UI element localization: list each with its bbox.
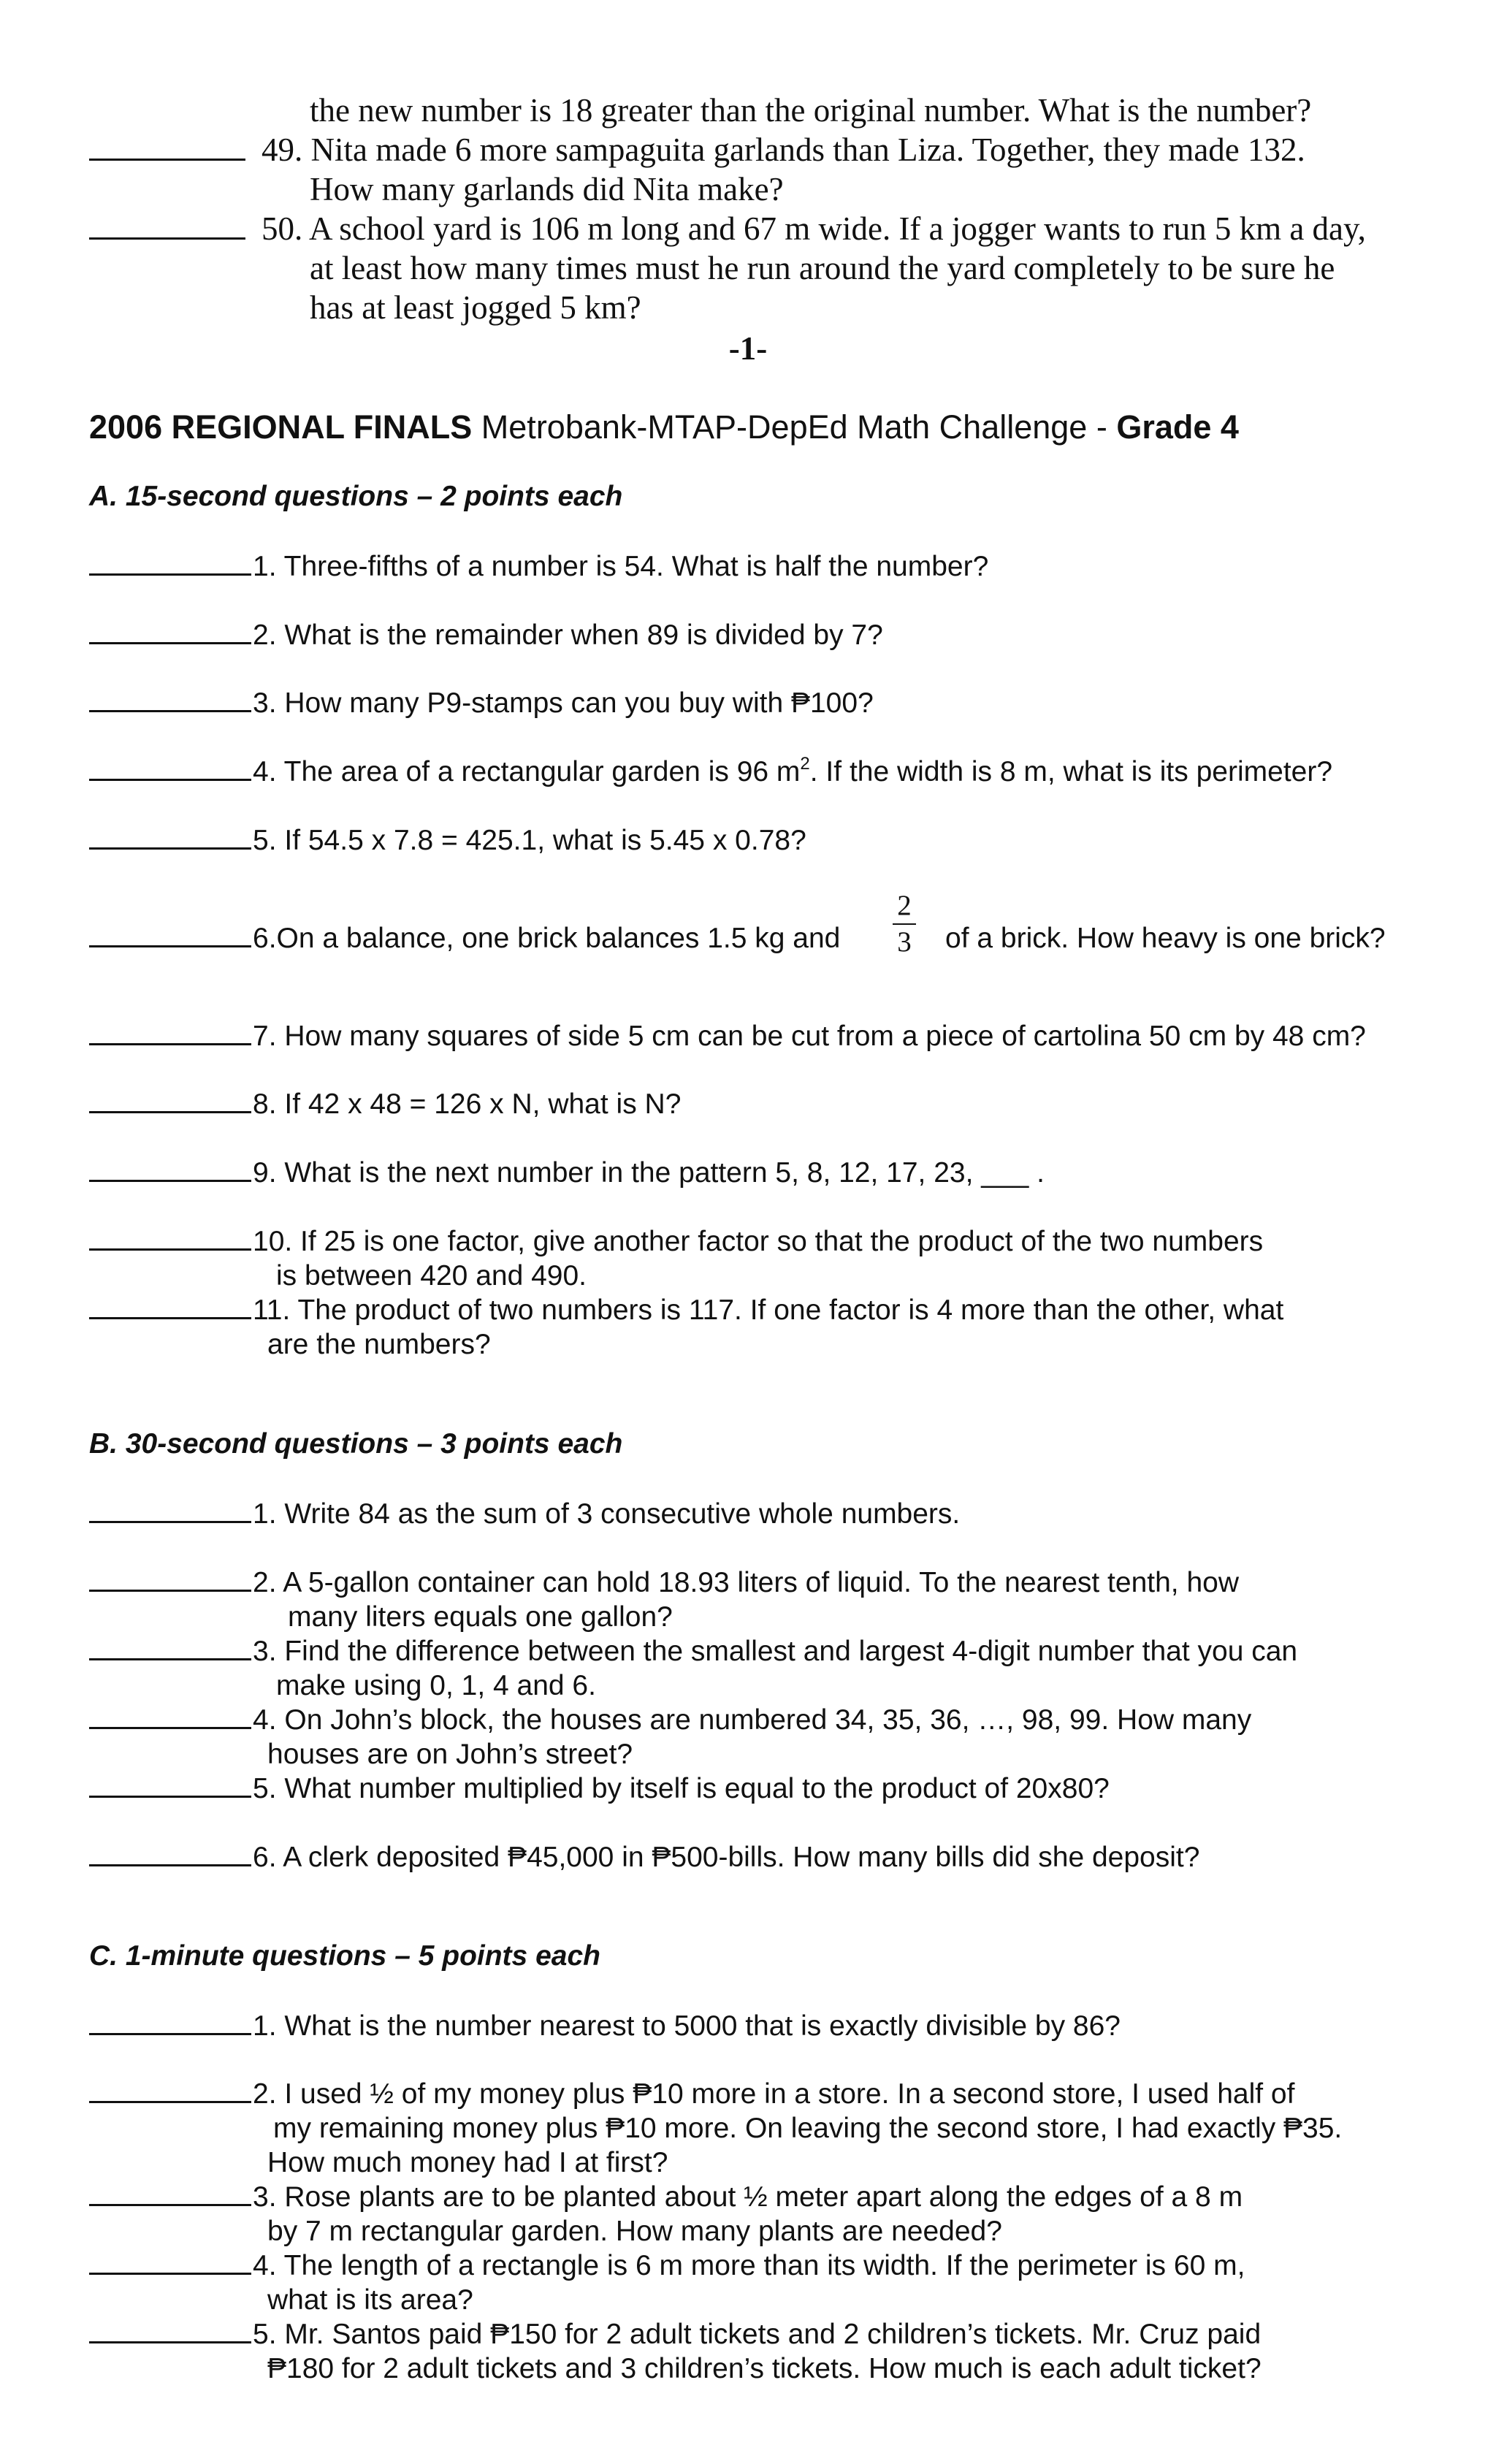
- answer-blank[interactable]: [89, 945, 251, 947]
- answer-blank[interactable]: [89, 1864, 251, 1866]
- a-q3-row: [89, 686, 1452, 720]
- b-q6-text: 6. A clerk deposited ₱45,000 in ₱500-bills. How many bills did she deposit?: [253, 1842, 1200, 1873]
- b-q2-continuation: many liters equals one gallon?: [288, 1601, 673, 1633]
- b-q4-text: 4. On John’s block, the houses are numbered 34, 35, 36, …, 98, 99. How many: [253, 1704, 1252, 1736]
- a-q11-text: 11. The product of two numbers is 117. If one factor is 4 more than the other, what: [253, 1294, 1284, 1326]
- answer-blank[interactable]: [89, 709, 251, 712]
- a-q11-continuation: are the numbers?: [267, 1329, 491, 1360]
- a-q11-row: [89, 1293, 1452, 1327]
- c-q4-continuation: what is its area?: [267, 2284, 473, 2316]
- c-q3-text: 3. Rose plants are to be planted about ½ meter apart along the edges of a 8 m: [253, 2181, 1243, 2213]
- a-q8-row: [89, 1087, 1452, 1121]
- q49-text: 49. Nita made 6 more sampaguita garlands than Liza. Together, they made 132.: [262, 131, 1305, 168]
- q48-continuation: the new number is 18 greater than the original number. What is the number?: [310, 92, 1312, 129]
- section-b-heading: B. 30-second questions – 3 points each: [89, 1428, 623, 1460]
- c-q2-continuation-2: How much money had I at first?: [267, 2147, 668, 2178]
- a-q7-text: 7. How many squares of side 5 cm can be cut from a piece of cartolina 50 cm by 48 cm?: [253, 1021, 1366, 1052]
- b-q2-row: [89, 1565, 1452, 1600]
- b-q3-row: [89, 1634, 1452, 1668]
- title-middle: Metrobank-MTAP-DepEd Math Challenge -: [472, 408, 1117, 446]
- c-q5-row: [89, 2317, 1452, 2352]
- title-grade: Grade 4: [1116, 408, 1239, 446]
- b-q1-text: 1. Write 84 as the sum of 3 consecutive whole numbers.: [253, 1498, 961, 1530]
- a-q4-text-a: 4. The area of a rectangular garden is 96 m: [253, 756, 801, 787]
- a-q10-text: 10. If 25 is one factor, give another factor so that the product of the two numbers: [253, 1226, 1264, 1257]
- a-q1-text: 1. Three-fifths of a number is 54. What is half the number?: [253, 551, 989, 582]
- answer-blank[interactable]: [89, 1042, 251, 1045]
- a-q7-row: [89, 1019, 1452, 1053]
- c-q5-text: 5. Mr. Santos paid ₱150 for 2 adult tickets and 2 children’s tickets. Mr. Cruz paid: [253, 2319, 1262, 2350]
- answer-blank[interactable]: [89, 237, 245, 240]
- fraction-denominator: 3: [897, 926, 912, 958]
- a-q9-text: 9. What is the next number in the pattern 5, 8, 12, 17, 23, ___ .: [253, 1157, 1045, 1189]
- b-q4-continuation: houses are on John’s street?: [267, 1739, 633, 1770]
- title-bold: 2006 REGIONAL FINALS: [89, 408, 473, 446]
- q49-continuation: How many garlands did Nita make?: [310, 171, 784, 207]
- c-q1-text: 1. What is the number nearest to 5000 that is exactly divisible by 86?: [253, 2010, 1121, 2042]
- answer-blank[interactable]: [89, 2032, 251, 2035]
- b-q4-row: [89, 1703, 1452, 1737]
- c-q2-text: 2. I used ½ of my money plus ₱10 more in a store. In a second store, I used half of: [253, 2078, 1295, 2110]
- fraction-numerator: 2: [897, 890, 912, 921]
- q50-continuation-1: at least how many times must he run around the yard completely to be sure he: [310, 250, 1335, 286]
- c-q4-row: [89, 2249, 1452, 2283]
- answer-blank[interactable]: [89, 1658, 251, 1660]
- answer-blank[interactable]: [89, 2341, 251, 2343]
- b-q6-row: [89, 1840, 1452, 1874]
- a-q2-row: [89, 618, 1452, 652]
- a-q6-text-b: of a brick. How heavy is one brick?: [945, 923, 1386, 954]
- answer-blank[interactable]: [89, 1316, 251, 1319]
- b-q2-text: 2. A 5-gallon container can hold 18.93 liters of liquid. To the nearest tenth, how: [253, 1567, 1240, 1598]
- answer-blank[interactable]: [89, 1589, 251, 1592]
- page-title: [89, 408, 1239, 447]
- answer-blank[interactable]: [89, 847, 251, 850]
- a-q3-text: 3. How many P9-stamps can you buy with ₱100?: [253, 687, 874, 719]
- b-q5-text: 5. What number multiplied by itself is equal to the product of 20x80?: [253, 1773, 1110, 1804]
- a-q4-text-b: . If the width is 8 m, what is its perimeter?: [809, 756, 1333, 787]
- a-q6-fraction: [890, 890, 919, 958]
- b-q3-continuation: make using 0, 1, 4 and 6.: [276, 1670, 596, 1701]
- section-a-heading: A. 15-second questions – 2 points each: [89, 481, 623, 512]
- answer-blank[interactable]: [89, 2100, 251, 2103]
- q50-text: 50. A school yard is 106 m long and 67 m wide. If a jogger wants to run 5 km a day,: [262, 210, 1366, 247]
- c-q4-text: 4. The length of a rectangle is 6 m more than its width. If the perimeter is 60 m,: [253, 2250, 1245, 2281]
- b-q1-row: [89, 1497, 1452, 1531]
- answer-blank[interactable]: [89, 1726, 251, 1729]
- answer-blank[interactable]: [89, 1520, 251, 1523]
- answer-blank[interactable]: [89, 1795, 251, 1798]
- answer-blank[interactable]: [89, 158, 245, 161]
- a-q2-text: 2. What is the remainder when 89 is divided by 7?: [253, 619, 883, 651]
- c-q2-row: [89, 2077, 1452, 2111]
- answer-blank[interactable]: [89, 1179, 251, 1182]
- answer-blank[interactable]: [89, 573, 251, 576]
- c-q2-continuation-1: my remaining money plus ₱10 more. On leaving the second store, I had exactly ₱35.: [273, 2113, 1343, 2144]
- a-q5-text: 5. If 54.5 x 7.8 = 425.1, what is 5.45 x 0.78?: [253, 825, 806, 856]
- b-q3-text: 3. Find the difference between the smallest and largest 4-digit number that you can: [253, 1636, 1298, 1667]
- section-c-heading: C. 1-minute questions – 5 points each: [89, 1940, 600, 1972]
- answer-blank[interactable]: [89, 2203, 251, 2206]
- c-q3-continuation: by 7 m rectangular garden. How many plants are needed?: [267, 2216, 1002, 2247]
- a-q10-continuation: is between 420 and 490.: [276, 1260, 587, 1292]
- q49-row: [89, 130, 1452, 169]
- answer-blank[interactable]: [89, 2272, 251, 2275]
- b-q5-row: [89, 1771, 1452, 1806]
- a-q9-row: [89, 1156, 1452, 1190]
- a-q5-row: [89, 823, 1452, 858]
- answer-blank[interactable]: [89, 641, 251, 644]
- q50-continuation-2: has at least jogged 5 km?: [310, 289, 641, 326]
- page-number: -1-: [728, 330, 768, 367]
- q50-row: [89, 209, 1452, 248]
- answer-blank[interactable]: [89, 778, 251, 781]
- a-q10-row: [89, 1224, 1452, 1259]
- c-q1-row: [89, 2009, 1452, 2043]
- a-q4-row: [89, 755, 1452, 789]
- a-q1-row: [89, 549, 1452, 584]
- a-q6-text-a: 6.On a balance, one brick balances 1.5 kg and: [253, 923, 841, 954]
- answer-blank[interactable]: [89, 1110, 251, 1113]
- fraction-bar: [893, 923, 916, 925]
- c-q5-continuation: ₱180 for 2 adult tickets and 3 children’s tickets. How much is each adult ticket?: [267, 2353, 1262, 2384]
- answer-blank[interactable]: [89, 1248, 251, 1251]
- a-q8-text: 8. If 42 x 48 = 126 x N, what is N?: [253, 1088, 682, 1120]
- c-q3-row: [89, 2180, 1452, 2214]
- a-q4-superscript: 2: [800, 754, 810, 774]
